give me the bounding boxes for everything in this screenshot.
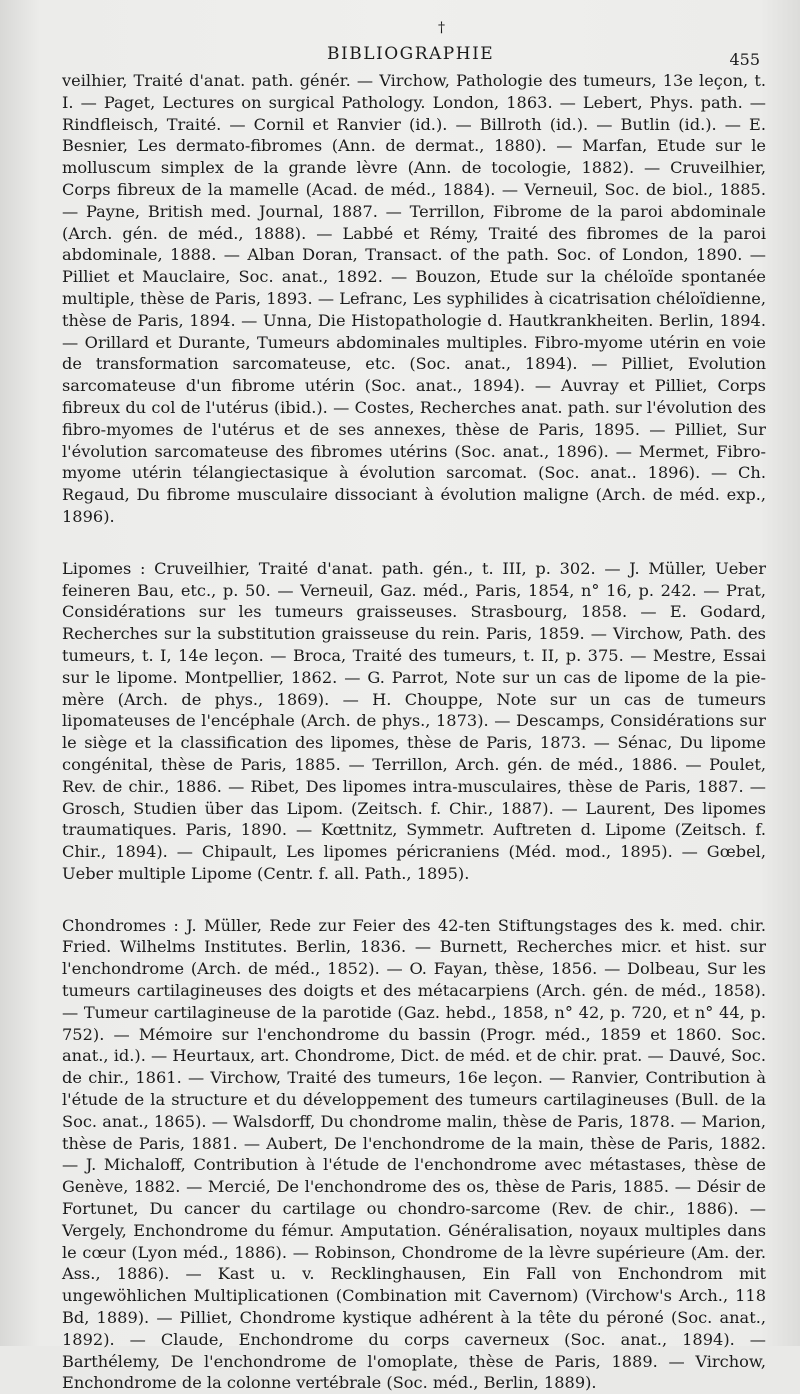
- running-title: BIBLIOGRAPHIE: [327, 44, 495, 64]
- page-header: [62, 20, 766, 72]
- header-ornament: †: [438, 20, 445, 36]
- paragraph-lipomes: Lipomes : Cruveilhier, Traité d'anat. path. gén., t. III, p. 302. — J. Müller, Ueber feineren Bau, etc., p. 50. — Verneuil, Gaz. méd., Paris, 1854, n° 16, p. 242. — Prat, Considérations sur les tumeurs graisseuses. Strasbourg, 1858. — E. Godard, Recherches sur la substitution graisseuse du rein. Paris, 1859. — Virchow, Path. des tumeurs, t. I, 14e leçon. — Broca, Traité des tumeurs, t. II, p. 375. — Mestre, Essai sur le lipome. Montpellier, 1862. — G. Parrot, Note sur un cas de lipome de la pie-mère (Arch. de phys., 1869). — H. Chouppe, Note sur un cas de tumeurs lipomateuses de l'encéphale (Arch. de phys., 1873). — Descamps, Considérations sur le siège et la classification des lipomes, thèse de Paris, 1873. — Sénac, Du lipome congénital, thèse de Paris, 1885. — Terrillon, Arch. gén. de méd., 1886. — Poulet, Rev. de chir., 1886. — Ribet, Des lipomes intra-musculaires, thèse de Paris, 1887. — Grosch, Studien über das Lipom. (Zeitsch. f. Chir., 1887). — Laurent, Des lipomes traumatiques. Paris, 1890. — Kœttnitz, Symmetr. Auftreten d. Lipome (Zeitsch. f. Chir., 1894). — Chipault, Les lipomes péricraniens (Méd. mod., 1895). — Gœbel, Ueber multiple Lipome (Centr. f. all. Path., 1895).: [62, 558, 766, 883]
- paragraph-chondromes: Chondromes : J. Müller, Rede zur Feier des 42-ten Stiftungstages des k. med. chir. Fried. Wilhelms Institutes. Berlin, 1836. — Burnett, Recherches micr. et hist. sur l'enchondrome (Arch. de méd., 1852). — O. Fayan, thèse, 1856. — Dolbeau, Sur les tumeurs cartilagineuses des doigts et des métacarpiens (Arch. gén. de méd., 1858). — Tumeur cartilagineuse de la parotide (Gaz. hebd., 1858, n° 42, p. 720, et n° 44, p. 752). — Mémoire sur l'enchondrome du bassin (Progr. méd., 1859 et 1860. Soc. anat., id.). — Heurtaux, art. Chondrome, Dict. de méd. et de chir. prat. — Dauvé, Soc. de chir., 1861. — Virchow, Traité des tumeurs, 16e leçon. — Ranvier, Contribution à l'étude de la structure et du développement des tumeurs cartilagineuses (Bull. de la Soc. anat., 1865). — Walsdorff, Du chondrome malin, thèse de Paris, 1878. — Marion, thèse de Paris, 1881. — Aubert, De l'enchondrome de la main, thèse de Paris, 1882. — J. Michaloff, Contribution à l'étude de l'enchondrome avec métastases, thèse de Genève, 1882. — Mercié, De l'enchondrome des os, thèse de Paris, 1885. — Désir de Fortunet, Du cancer du cartilage ou chondro-sarcome (Rev. de chir., 1886). — Vergely, Enchondrome du fémur. Amputation. Généralisation, noyaux multiples dans le cœur (Lyon méd., 1886). — Robinson, Chondrome de la lèvre supérieure (Am. der. Ass., 1886). — Kast u. v. Recklinghausen, Ein Fall von Enchondrom mit ungewöhlichen Multiplicationen (Combination mit Cavernom) (Virchow's Arch., 118 Bd, 1889). — Pilliet, Chondrome kystique adhérent à la tête du péroné (Soc. anat., 1892). — Claude, Enchondrome du corps caverneux (Soc. anat., 1894). — Barthélemy, De l'enchondrome de l'omoplate, thèse de Paris, 1889. — Virchow, Enchondrome de la colonne vertébrale (Soc. méd., Berlin, 1889).: [62, 915, 766, 1393]
- paragraph-fibromes: veilhier, Traité d'anat. path. génér. — Virchow, Pathologie des tumeurs, 13e leçon, t. I. — Paget, Lectures on surgical Pathology. London, 1863. — Lebert, Phys. path. — Rindfleisch, Traité. — Cornil et Ranvier (id.). — Billroth (id.). — Butlin (id.). — E. Besnier, Les dermato-fibromes (Ann. de dermat., 1880). — Marfan, Etude sur le molluscum simplex de la grande lèvre (Ann. de tocologie, 1882). — Cruveilhier, Corps fibreux de la mamelle (Acad. de méd., 1884). — Verneuil, Soc. de biol., 1885. — Payne, British med. Journal, 1887. — Terrillon, Fibrome de la paroi abdominale (Arch. gén. de méd., 1888). — Labbé et Rémy, Traité des fibromes de la paroi abdominale, 1888. — Alban Doran, Transact. of the path. Soc. of London, 1890. — Pilliet et Mauclaire, Soc. anat., 1892. — Bouzon, Etude sur la chéloïde spontanée multiple, thèse de Paris, 1893. — Lefranc, Les syphilides à cicatrisation chéloïdienne, thèse de Paris, 1894. — Unna, Die Histopathologie d. Hautkrankheiten. Berlin, 1894. — Orillard et Durante, Tumeurs abdominales multiples. Fibro-myome utérin en voie de transformation sarcomateuse, etc. (Soc. anat., 1894). — Pilliet, Evolution sarcomateuse d'un fibrome utérin (Soc. anat., 1894). — Auvray et Pilliet, Corps fibreux du col de l'utérus (ibid.). — Costes, Recherches anat. path. sur l'évolution des fibro-myomes de l'utérus et de ses annexes, thèse de Paris, 1895. — Pilliet, Sur l'évolution sarcomateuse des fibromes utérins (Soc. anat., 1896). — Mermet, Fibro-myome utérin télangiectasique à évolution sarcomat. (Soc. anat.. 1896). — Ch. Regaud, Du fibrome musculaire dissociant à évolution maligne (Arch. de méd. exp., 1896).: [62, 71, 766, 526]
- page-number: 455: [729, 50, 760, 69]
